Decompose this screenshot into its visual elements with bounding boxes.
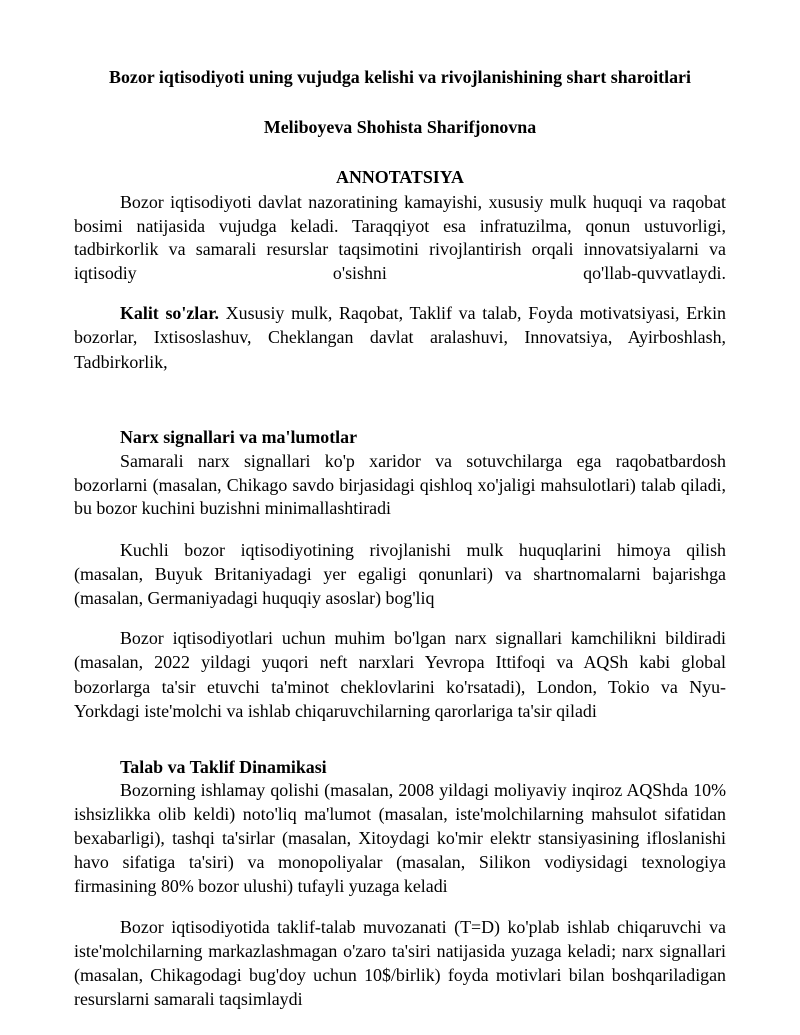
paragraph-line: Bozor iqtisodiyotida taklif-talab muvozanati (T=D) ko'plab ishlab chiqaruvchi va [120,917,726,937]
paragraph-line: (masalan, 2022 yildagi yuqori neft narxlari Yevropa Ittifoqi va AQSh kabi global [74,652,726,673]
paragraph-line: resurslarni samarali taqsimlaydi [74,989,303,1009]
paragraph-line: Kuchli bozor iqtisodiyotining rivojlanishi mulk huquqlarini himoya qilish [120,540,726,560]
annotation-line: bosimi natijasida vujudga keladi. Taraqqiyot esa infratuzilma, qonun ustuvorligi, [74,215,726,236]
paragraph [74,450,726,521]
paragraph-line: firmasining 80% bozor ulushi) tufayli yuzaga keladi [74,876,448,896]
paragraph [74,538,726,610]
paragraph [74,915,726,1011]
paragraph-line: Bozor iqtisodiyotlari uchun muhim bo'lgan narx signallari kamchilikni bildiradi [120,628,726,648]
paragraph [74,626,726,723]
paragraph-line: iste'molchilarning markazlashmagan o'zaro ta'siri natijasida yuzaga keladi; narx signallari [74,941,726,961]
keywords-line: Tadbirkorlik, [74,351,168,372]
paragraph-line: bexabarligi), tashqi ta'sirlar (masalan, Xitoydagi ko'mir elektr stansiyasining ifloslanishi [74,828,726,848]
annotation-line: iqtisodiy o'sishni qo'llab-quvvatlaydi. [74,262,726,283]
paragraph [74,778,726,898]
keywords-text: Xususiy mulk, Raqobat, Taklif va talab, Foyda motivatsiyasi, Erkin [225,303,726,323]
author-name: Meliboyeva Shohista Sharifjonovna [263,117,537,137]
keywords-paragraph [74,301,726,374]
paragraph-line: (masalan, Chikagodagi bug'doy uchun 10$/birlik) foyda motivlari bilan boshqariladigan [74,965,726,985]
paragraph-line: Yorkdagi iste'molchi va ishlab chiqaruvchilarning qarorlariga ta'sir qiladi [74,700,597,721]
paragraph-line: (masalan, Germaniyadagi huquqiy asoslar) bog'liq [74,588,435,608]
annotation-heading: ANNOTATSIYA [336,167,464,187]
paragraph-line: Bozorning ishlamay qolishi (masalan, 2008 yildagi moliyaviy inqiroz AQShda 10% [120,780,726,800]
annotation-paragraph [74,191,726,285]
paper-title: Bozor iqtisodiyoti uning vujudga kelishi va rivojlanishining shart sharoitlari [109,67,691,87]
keywords-line [74,301,726,325]
section-heading: Narx signallari va ma'lumotlar [120,427,358,447]
paragraph-line: havo sifatiga ta'siri) va monopoliyalar (masalan, Silikon vodiysidagi texnologiya [74,852,726,872]
annotation-line: tadbirkorlik va samarali resurslar taqsimotini rivojlantirish orqali innovatsiyalarni va [74,239,726,260]
section-heading: Talab va Taklif Dinamikasi [120,757,327,777]
keywords-label: Kalit so'zlar. [120,303,219,323]
paragraph-line: bu bozor kuchini buzishni minimallashtiradi [74,498,392,519]
paragraph-line: Samarali narx signallari ko'p xaridor va sotuvchilarga ega raqobatbardosh [120,451,726,471]
annotation-line: Bozor iqtisodiyoti davlat nazoratining kamayishi, xususiy mulk huquqi va raqobat [120,192,726,212]
paragraph-line: (masalan, Buyuk Britaniyadagi yer egaligi qonunlari) va shartnomalarni bajarishga [74,564,726,584]
keywords-line: bozorlar, Ixtisoslashuv, Cheklangan davlat aralashuvi, Innovatsiya, Ayirboshlash, [74,327,726,348]
paragraph-line: ishsizlikka olib keldi) noto'liq ma'lumot (masalan, iste'molchilarning mahsulot sifatidan [74,804,726,824]
paragraph-line: bozorlarga ta'sir etuvchi ta'minot cheklovlarini ko'rsatadi), London, Tokio va Nyu- [74,676,726,697]
paragraph-line: bozorlarni (masalan, Chikago savdo birjasidagi qishloq xo'jaligi mahsulotlari) talab qiladi, [74,474,726,495]
